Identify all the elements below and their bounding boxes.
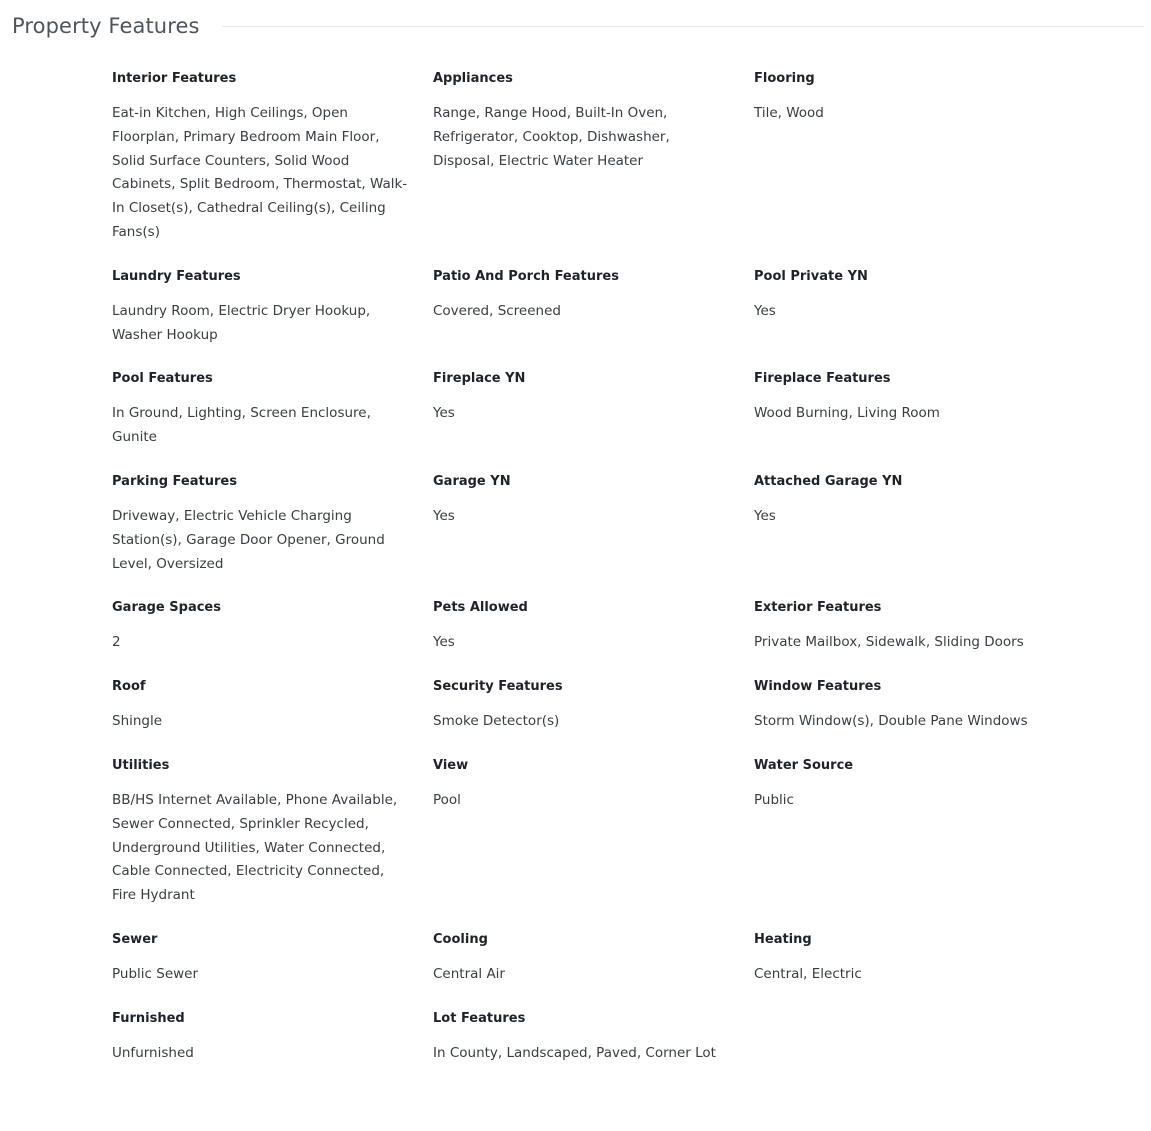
feature-value: Central Air <box>433 965 505 982</box>
feature-item-pool-features <box>112 370 433 450</box>
feature-item-garage-spaces <box>112 599 433 655</box>
feature-value: Smoke Detector(s) <box>433 713 560 730</box>
feature-value: Pool <box>433 791 461 808</box>
feature-value: Driveway, Electric Vehicle Charging Station(s), Garage Door Opener, Ground Level, Oversized <box>112 507 385 572</box>
feature-label: Pool Private YN <box>754 268 868 284</box>
feature-value: In Ground, Lighting, Screen Enclosure, Gunite <box>112 405 371 446</box>
feature-label: Heating <box>754 931 812 947</box>
feature-value: BB/HS Internet Available, Phone Available, Sewer Connected, Sprinkler Recycled, Underground Utilities, Water Connected, Cable Connected, Electricity Connected, Fire Hydrant <box>112 791 398 904</box>
feature-value: Private Mailbox, Sidewalk, Sliding Doors <box>754 634 1024 651</box>
feature-value: Yes <box>754 507 776 524</box>
features-grid <box>112 70 1072 1066</box>
feature-item-flooring <box>754 70 1072 245</box>
feature-item-lot-features <box>433 1010 754 1066</box>
feature-item-roof <box>112 678 433 734</box>
feature-label: Pool Features <box>112 371 213 387</box>
feature-item-security-features <box>433 678 754 734</box>
feature-label: Pets Allowed <box>433 600 528 616</box>
feature-value: Unfurnished <box>112 1044 194 1061</box>
feature-label: Fireplace YN <box>433 371 526 387</box>
feature-item-water-source <box>754 757 1072 908</box>
feature-label: Flooring <box>754 71 815 86</box>
feature-value: Central, Electric <box>754 965 862 982</box>
feature-item-utilities <box>112 757 433 908</box>
feature-value: Yes <box>433 507 455 524</box>
feature-label: Water Source <box>754 757 854 773</box>
feature-label: Attached Garage YN <box>754 473 903 489</box>
feature-value: Tile, Wood <box>754 105 824 121</box>
feature-value: Public <box>754 791 794 808</box>
feature-item-view <box>433 757 754 908</box>
feature-value: Eat-in Kitchen, High Ceilings, Open Floorplan, Primary Bedroom Main Floor, Solid Surface Counters, Solid Wood Cabinets, Split Bedroom, Thermostat, Walk-In Closet(s), Cathedral Ceiling(s), Ceiling Fans(s) <box>112 105 408 240</box>
feature-label: Sewer <box>112 931 158 947</box>
feature-item-heating <box>754 931 1072 987</box>
feature-item-parking-features <box>112 473 433 576</box>
section-header <box>12 10 1144 42</box>
feature-item-garage-yn <box>433 473 754 576</box>
feature-label: View <box>433 757 469 773</box>
feature-value: Shingle <box>112 713 163 730</box>
feature-label: Parking Features <box>112 473 237 489</box>
feature-item-pool-private-yn <box>754 268 1072 348</box>
feature-value: Storm Window(s), Double Pane Windows <box>754 713 1028 730</box>
feature-label: Garage Spaces <box>112 600 221 616</box>
feature-label: Roof <box>112 679 146 695</box>
section-title: Property Features <box>12 14 200 38</box>
feature-value: Yes <box>433 405 455 422</box>
feature-label: Garage YN <box>433 473 511 489</box>
feature-item-fireplace-yn <box>433 370 754 450</box>
feature-item-fireplace-features <box>754 370 1072 450</box>
feature-label: Fireplace Features <box>754 371 891 387</box>
feature-value: Laundry Room, Electric Dryer Hookup, Washer Hookup <box>112 302 371 343</box>
feature-label: Window Features <box>754 679 882 695</box>
feature-value: Covered, Screened <box>433 302 561 319</box>
feature-label: Lot Features <box>433 1010 526 1026</box>
feature-item-cooling <box>433 931 754 987</box>
feature-item-appliances <box>433 70 754 245</box>
feature-label: Appliances <box>433 71 513 86</box>
feature-label: Utilities <box>112 757 170 773</box>
feature-item-laundry-features <box>112 268 433 348</box>
feature-item-patio-and-porch-features <box>433 268 754 348</box>
feature-value: Range, Range Hood, Built-In Oven, Refrigerator, Cooktop, Dishwasher, Disposal, Electric Water Heater <box>433 105 670 169</box>
feature-label: Laundry Features <box>112 268 241 284</box>
feature-value: Public Sewer <box>112 965 199 982</box>
header-divider <box>222 26 1144 27</box>
feature-label: Furnished <box>112 1010 185 1026</box>
feature-item-exterior-features <box>754 599 1072 655</box>
feature-label: Patio And Porch Features <box>433 268 619 284</box>
feature-value: In County, Landscaped, Paved, Corner Lot <box>433 1044 716 1061</box>
feature-item-interior-features <box>112 70 433 245</box>
feature-item-window-features <box>754 678 1072 734</box>
feature-label: Cooling <box>433 931 488 947</box>
feature-label: Interior Features <box>112 71 237 86</box>
feature-value: Yes <box>433 634 455 651</box>
feature-item-attached-garage-yn <box>754 473 1072 576</box>
feature-value: Wood Burning, Living Room <box>754 405 940 422</box>
feature-value: Yes <box>754 302 776 319</box>
feature-label: Exterior Features <box>754 600 882 616</box>
feature-item-furnished <box>112 1010 433 1066</box>
feature-value: 2 <box>112 634 121 651</box>
feature-item-pets-allowed <box>433 599 754 655</box>
feature-item-sewer <box>112 931 433 987</box>
feature-label: Security Features <box>433 679 563 695</box>
